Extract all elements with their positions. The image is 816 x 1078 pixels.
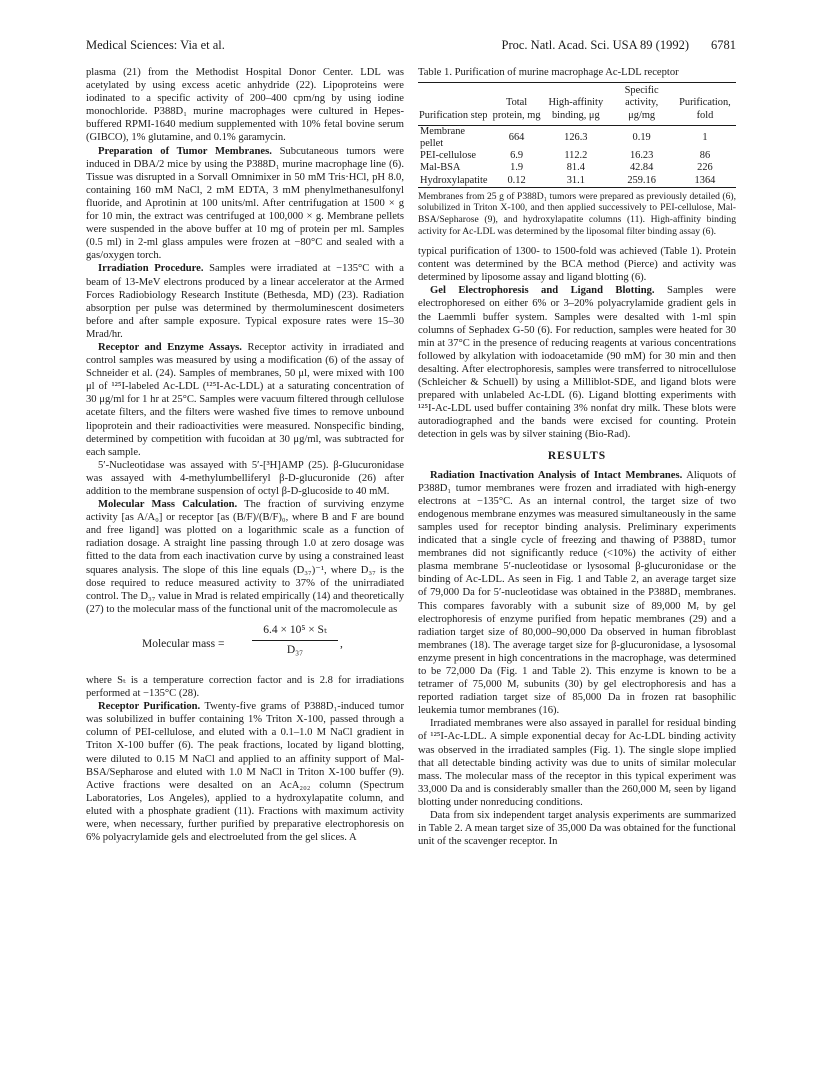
text-molecular-mass: The fraction of surviving enzyme activity [as A/A₀] or receptor [as (B/F)/(B/F)₀, where B and F are bound and free ligand] was plotted on a logarithmic scale as a function of radiation dosage. A straight line passing through 1.0 at zero dosage was fitted to the data from each inactivation curve by using a constrained least squares analysis. The slope of this line equals (D₃₇)⁻¹, where D₃₇ is the dose required to reduce measured activity to 37% of the unirradiated control. The D₃₇ value in Mrad is related empirically (14) and theoretically (27) to the molecular mass of the functional unit of the macromolecule as — [86, 499, 404, 615]
table-cell: 1364 — [694, 174, 716, 186]
table-header-cell: Purification, fold — [679, 97, 731, 121]
left-column — [86, 66, 404, 844]
text-gel: Samples were electrophoresed on either 6% or 3–20% polyacrylamide gradient gels in the Laemmli buffer system. Samples were desalted with 1-ml spin columns of Sephadex G-50 (6). For reduction, samples were heated for 30 min at 37°C in the presence of reducing reagents at various concentrations followed by alkylation with iodoacetamide (90 mM) for 30 min and then desalting. After electrophoresis, samples were transferred to nitrocellulose (Schleicher & Schuell) by using a Milliblot-SDE, and ligand blots were prepared with unlabeled Ac-LDL (6). Ligand blotting experiments with ¹²⁵I-Ac-LDL used buffer containing 3% nonfat dry milk. These blots were autoradiographed and the bands were excised for counting. Protein detection in gels was by silver staining (Bio-Rad). — [418, 285, 736, 441]
page-number: 6781 — [711, 38, 736, 52]
table-cell: 86 — [699, 150, 711, 162]
table-cell: Mal-BSA — [420, 162, 461, 174]
purification-table — [418, 82, 736, 188]
table-row — [418, 150, 736, 162]
paragraph-tumor-membranes — [86, 145, 404, 263]
paragraph-molecular-mass — [86, 498, 404, 616]
table-cell: 0.19 — [632, 131, 651, 143]
paragraph-nucleotidase: 5′-Nucleotidase was assayed with 5′-[³H]AMP (25). β-Glucuronidase was assayed with 4-methylumbelliferyl β-D-glucuronide (26) after addition to the membrane suspension of octyl β-D-glucoside to 40 mM. — [86, 459, 404, 497]
table-row — [418, 125, 736, 150]
equation-numerator: 6.4 × 10⁵ × Sₜ — [252, 624, 338, 641]
paragraph-assays — [86, 341, 404, 459]
table-1 — [418, 66, 736, 237]
subheading-gel: Gel Electrophoresis and Ligand Blotting. — [430, 285, 655, 297]
table-cell: Hydroxylapatite — [420, 174, 488, 186]
paragraph-plasma: plasma (21) from the Methodist Hospital Donor Center. LDL was acetylated by using excess acetic anhydride (22). Lipoproteins were iodinated to a specific activity of 200–400 cpm/ng by using iodine monochloride. P388D₁ murine macrophages were cultured in Hepes-buffered RPMI-1640 medium supplemented with 10% fetal bovine serum (GIBCO), 1% glutamine, and 0.1% garamycin. — [86, 67, 404, 144]
table-cell: 112.2 — [564, 150, 588, 162]
paragraph-gel — [418, 284, 736, 441]
table-header-cell: High-affinity binding, μg — [548, 97, 604, 121]
molecular-mass-equation — [86, 622, 404, 670]
table-cell: 16.23 — [629, 150, 654, 162]
equation-denominator: D₃₇ — [286, 644, 304, 657]
text-assays: Receptor activity in irradiated and control samples was measured by using a modification (6) of the assay of Schneider et al. (24). Samples of membranes, 50 μl, were mixed with 100 μl of ¹²⁵I-labeled Ac-LDL (¹²⁵I-Ac-LDL) at a saturating concentration of 30 μg/ml for 1 hr at 25°C. Samples were vacuum filtered through cellulose acetate filters, and the filters were washed five times to remove unbound lipoprotein and their radioactivities were measured. Nonspecific binding, determined by competition with fucoidan at 30 μg/ml, was subtracted for each sample. — [86, 341, 404, 458]
paragraph-continued: typical purification of 1300- to 1500-fold was achieved (Table 1). Protein content was determined by the BCA method (Pierce) and activity was determined by liposome assay and ligand blotting (6). — [418, 246, 736, 284]
table-title: Table 1. Purification of murine macrophage Ac-LDL receptor — [418, 67, 679, 78]
section-title: Medical Sciences: Via et al. — [86, 38, 225, 52]
subheading-purification: Receptor Purification. — [98, 701, 201, 713]
table-cell: 42.84 — [629, 162, 654, 174]
paragraph-irradiation — [86, 262, 404, 341]
table-cell: 81.4 — [566, 162, 585, 174]
table-cell: Membrane pellet — [420, 125, 466, 149]
paragraph-irradiated-membranes: Irradiated membranes were also assayed in parallel for residual binding of ¹²⁵I-Ac-LDL. A simple exponential decay for Ac-LDL binding activity was observed in the irradiated samples (Fig. 1). The single slope implied that all detectable binding activity was due to units of similar molecular mass. The molecular mass of the receptor in this typical experiment was 33,000 Da and is considerably smaller than the 260,000 Mᵣ seen by ligand blotting under nonreducing conditions. — [418, 718, 736, 808]
table-footnote: Membranes from 25 g of P388D₁ tumors were prepared as previously detailed (6), solubilized in Triton X-100, and then applied successively to PEI-cellulose, Mal-BSA/Sepharose (9), and hydroxylapatite columns (11). High-affinity binding activity for Ac-LDL was determined by the liposomal filter binding assay (6). — [418, 190, 736, 237]
table-cell: 259.16 — [627, 174, 656, 186]
table-cell: 1 — [702, 131, 708, 143]
text-irradiation: Samples were irradiated at −135°C with a beam of 13-MeV electrons produced by a linear accelerator at the Armed Forces Radiobiology Research Institute (Bethesda, MD) (23). Radiation absorption per pulse was determined by thermoluminescent dosimeters before and after sample exposure. Typical exposure rates were 15–30 Mrad/hr. — [86, 263, 404, 340]
table-row — [418, 175, 736, 188]
table-cell: 1.9 — [510, 162, 524, 174]
journal-citation — [502, 38, 736, 53]
table-header-cell: Purification step — [419, 109, 488, 121]
table-cell: 0.12 — [507, 174, 526, 186]
table-cell: 6.9 — [510, 150, 524, 162]
table-row — [418, 162, 736, 174]
right-column — [418, 66, 736, 848]
subheading-tumor-membranes: Preparation of Tumor Membranes. — [98, 145, 272, 157]
paragraph-purification — [86, 700, 404, 844]
table-cell: 31.1 — [566, 174, 585, 186]
journal-name: Proc. Natl. Acad. Sci. USA 89 (1992) — [501, 38, 689, 52]
table-header-cell: Specific activity, μg/mg — [624, 85, 659, 121]
text-radiation: Aliquots of P388D₁ tumor membranes were frozen and irradiated with high-energy electrons at −135°C. As an internal control, the target size of two endogenous membrane enzymes was measured simultaneously in the same samples used for receptor binding analysis. Preliminary experiments indicated that a single cycle of freezing and thawing of P388D₁ tumor membranes did not significantly reduce (<10%) the activity of either plasma membrane 5′-nucleotidase or lysosomal β-glucuronidase or the binding of Ac-LDL. As seen in Fig. 1 and Table 2, an average target size of 79,000 Da for 5′-nucleotidase was obtained in the P388D₁ membranes. This compares favorably with a subunit size of 89,000 Mᵣ by gel electrophoresis of enzyme purified from hepatic membranes (29) and a radiation target size of 80,000–90,000 Da observed in human fibroblast membranes (18). The average target size for β-glucuronidase, a lysosomal enzyme present in high concentrations in the macrophage, was determined to be 72,000 Da (Fig. 1 and Table 2). This enzyme is known to be a tetramer of 75,000 Mᵣ subunits (30) by gel electrophoresis and has a reported radiation target size of 85,000 Da in frozen rat basophilic leukemia tumor membranes (16). — [418, 469, 736, 717]
paragraph-radiation — [418, 469, 736, 718]
paragraph-where: where Sₜ is a temperature correction factor and is 2.8 for irradiations performed at −135°C (28). — [86, 674, 404, 700]
text-purification: Twenty-five grams of P388D₁-induced tumor was solubilized in buffer containing 1% Triton X-100, passed through a column of PEI-cellulose, and eluted with a 0.1–1.0 M NaCl gradient in Triton X-100 buffer (6). The peak fractions, located by ligand blotting, were diluted to 0.15 M NaCl and applied to an affinity support of Mal-BSA/Sepharose and eluted with 1.0 M NaCl in Triton X-100 buffer (9). Active fractions were desalted on an AcA₂₀₂ column (Spectrum Laboratories, Los Angeles), applied to a hydroxylapatite column, and eluted with a phosphate gradient (11). Fractions with maximum activity were, when necessary, further purified by preparative electrophoresis on 6% polyacrylamide gels and electroeluted from the gel slices. A — [86, 701, 404, 844]
text-tumor-membranes: Subcutaneous tumors were induced in DBA/2 mice by using the P388D₁ murine macrophage line (6). Tissue was disrupted in a Sorvall Omnimixer in 50 mM Tris·HCl, pH 8.0, containing 160 mM NaCl, 2 mM EDTA, 3 mM phenylmethanesulfonyl fluoride, and Aprotinin at 100 units/ml. After centrifugation at 1500 × g for 10 min, the extract was centrifuged at 100,000 × g. Membrane pellets were suspended in the above buffer at 10 mg of protein per ml. Samples (0.5 ml) in 2-ml glass ampules were frozen at −80°C and sealed with a gas/oxygen torch. — [86, 145, 404, 262]
subheading-molecular-mass: Molecular Mass Calculation. — [98, 499, 238, 511]
subheading-irradiation: Irradiation Procedure. — [98, 263, 204, 275]
subheading-radiation: Radiation Inactivation Analysis of Intact Membranes. — [430, 469, 683, 481]
paragraph-six-experiments: Data from six independent target analysis experiments are summarized in Table 2. A mean target size of 35,000 Da was obtained for the functional unit of the scavenger receptor. In — [418, 810, 736, 848]
table-cell: 664 — [508, 131, 525, 143]
results-heading: RESULTS — [547, 449, 607, 462]
table-header-row — [418, 83, 736, 126]
table-cell: 126.3 — [564, 131, 588, 143]
equation-fraction — [252, 624, 338, 657]
table-cell: 226 — [697, 162, 713, 174]
equation-comma: , — [340, 637, 343, 650]
table-header-cell: Total protein, mg — [492, 97, 541, 121]
table-cell: PEI-cellulose — [420, 150, 476, 162]
equation-lhs: Molecular mass = — [142, 637, 225, 650]
subheading-assays: Receptor and Enzyme Assays. — [98, 341, 242, 353]
running-header — [86, 38, 736, 54]
